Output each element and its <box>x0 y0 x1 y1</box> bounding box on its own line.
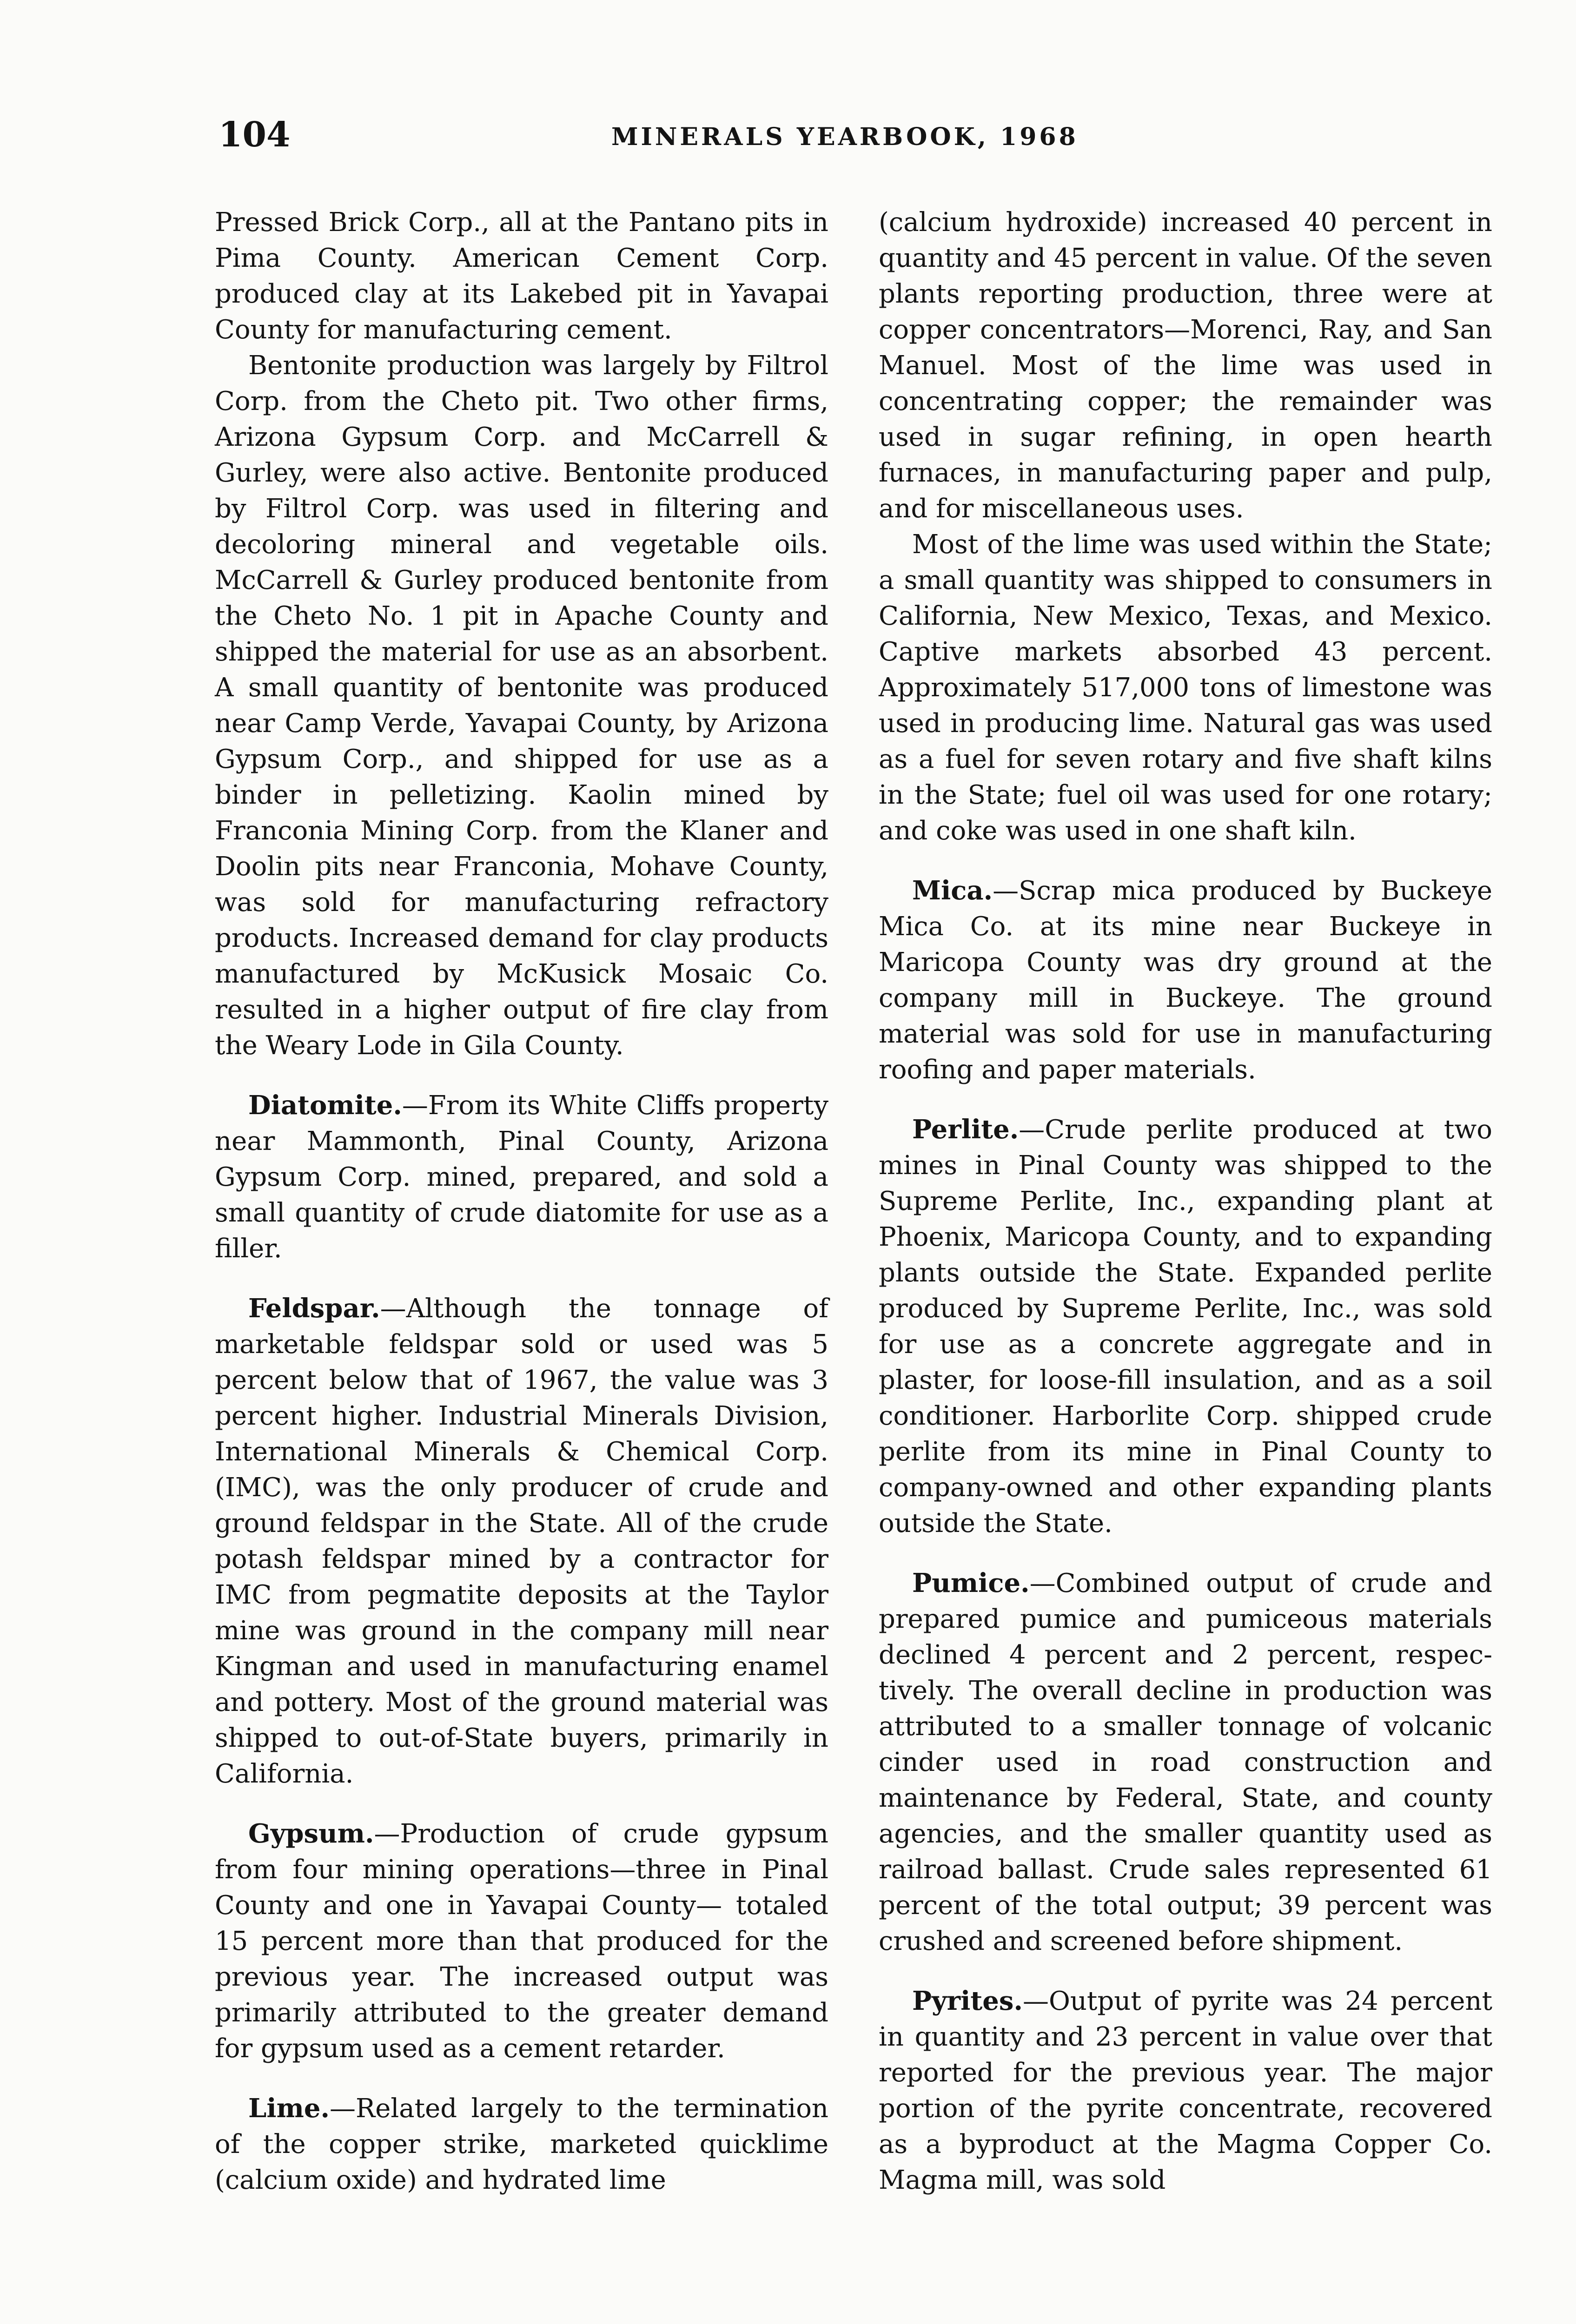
feldspar-text: —Although the tonnage of marketable feldspar sold or used was 5 percent below that of 1967, the value was 3 percent higher. Industrial Minerals Division, International Minerals & Chemical Corp. (IMC), was the only producer of crude and ground feldspar in the State. All of the crude potash feldspar mined by a contractor for IMC from pegmatite deposits at the Taylor mine was ground in the company mill near Kingman and used in manufacturing enamel and pottery. Most of the ground material was shipped to out-of-State buyers, primarily in California. <box>215 1294 828 1789</box>
pumice-heading: Pumice. <box>912 1568 1030 1598</box>
diatomite-text: —From its White Cliffs property near Mammonth, Pinal County, Arizona Gypsum Corp. mined, prepared, and sold a small quantity of crude diatomite for use as a filler. <box>215 1090 828 1264</box>
gypsum-text: —Production of crude gypsum from four mining operations—three in Pinal County and one in Yavapai County— totaled 15 percent more than that produced for the previous year. The increased output was primarily attributed to the greater demand for gypsum used as a cement retarder. <box>215 1819 828 2064</box>
running-head: MINERALS YEARBOOK, 1968 <box>611 123 1079 151</box>
right-column <box>879 205 1492 2198</box>
perlite-section <box>879 1112 1492 1541</box>
pumice-text: —Combined output of crude and prepared pumice and pumiceous materials declined 4 percent and 2 percent, respectively. The overall decline in production was attributed to a smaller tonnage of volcanic cinder used in road construction and maintenance by Federal, State, and county agencies, and the smaller quantity used as railroad ballast. Crude sales represented 61 percent of the total output; 39 percent was crushed and screened before shipment. <box>879 1568 1492 1956</box>
diatomite-section <box>215 1088 828 1267</box>
feldspar-heading: Feldspar. <box>248 1293 380 1324</box>
left-column <box>215 205 828 2198</box>
lime-usage-paragraph: Most of the lime was used within the State; a small quantity was shipped to consumers in California, New Mexico, Texas, and Mexico. Captive markets absorbed 43 percent. Approximately 517,000 tons of limestone was used in producing lime. Natural gas was used as a fuel for seven rotary and five shaft kilns in the State; fuel oil was used for one rotary; and coke was used in one shaft kiln. <box>879 529 1492 846</box>
diatomite-heading: Diatomite. <box>248 1090 402 1121</box>
pyrites-heading: Pyrites. <box>912 1986 1023 2016</box>
lime-continued-paragraph: (calcium hydroxide) increased 40 percent in quantity and 45 percent in value. Of the seven plants reporting production, three were at copper concentrators—Morenci, Ray, and San Manuel. Most of the lime was used in concentrating copper; the remainder was used in sugar refining, in open hearth furnaces, in manufacturing paper and pulp, and for miscellaneous uses. <box>879 207 1492 524</box>
perlite-text: —Crude perlite produced at two mines in Pinal County was shipped to the Supreme Perlite, Inc., expanding plant at Phoenix, Maricopa County, and to expanding plants outside the State. Expanded perlite produced by Supreme Perlite, Inc., was sold for use as a concrete aggregate and in plaster, for loose-fill insulation, and as a soil conditioner. Harborlite Corp. shipped crude perlite from its mine in Pinal County to company-owned and other expanding plants outside the State. <box>879 1115 1492 1538</box>
mica-section <box>879 873 1492 1088</box>
page-number: 104 <box>219 115 291 155</box>
pyrites-text: —Output of pyrite was 24 percent in quantity and 23 percent in value over that reported for the previous year. The major portion of the pyrite concentrate, recovered as a byproduct at the Magma Copper Co. Magma mill, was sold <box>879 1986 1492 2195</box>
clay-continued-paragraph: Pressed Brick Corp., all at the Pantano pits in Pima County. American Cement Corp. produced clay at its Lakebed pit in Yavapai County for manufacturing cement. <box>215 207 828 345</box>
gypsum-heading: Gypsum. <box>248 1818 374 1849</box>
perlite-heading: Perlite. <box>912 1114 1019 1145</box>
lime-heading: Lime. <box>248 2093 330 2124</box>
mica-text: —Scrap mica produced by Buckeye Mica Co. at its mine near Buckeye in Maricopa County was dry ground at the company mill in Buckeye. The ground material was sold for use in manufacturing roofing and paper materials. <box>879 876 1492 1085</box>
lime-text: —Related largely to the termination of the copper strike, marketed quicklime (calcium oxide) and hydrated lime <box>215 2093 828 2195</box>
lime-section <box>215 2091 828 2198</box>
feldspar-section <box>215 1291 828 1792</box>
bentonite-paragraph: Bentonite production was largely by Filtrol Corp. from the Cheto pit. Two other firms, Arizona Gypsum Corp. and McCarrell & Gurley, were also active. Bentonite produced by Filtrol Corp. was used in filtering and decoloring mineral and vegetable oils. McCarrell & Gurley produced bentonite from the Cheto No. 1 pit in Apache County and shipped the material for use as an absorbent. A small quantity of bentonite was produced near Camp Verde, Yavapai County, by Arizona Gypsum Corp., and shipped for use as a binder in pelletizing. Kaolin mined by Franconia Mining Corp. from the Klaner and Doolin pits near Franconia, Mohave County, was sold for manufacturing refractory products. Increased demand for clay products manufactured by McKusick Mosaic Co. resulted in a higher output of fire clay from the Weary Lode in Gila County. <box>215 350 828 1061</box>
mica-heading: Mica. <box>912 875 993 906</box>
pumice-section <box>879 1565 1492 1959</box>
page-header <box>0 112 1576 158</box>
pyrites-section <box>879 1983 1492 2198</box>
gypsum-section <box>215 1816 828 2067</box>
